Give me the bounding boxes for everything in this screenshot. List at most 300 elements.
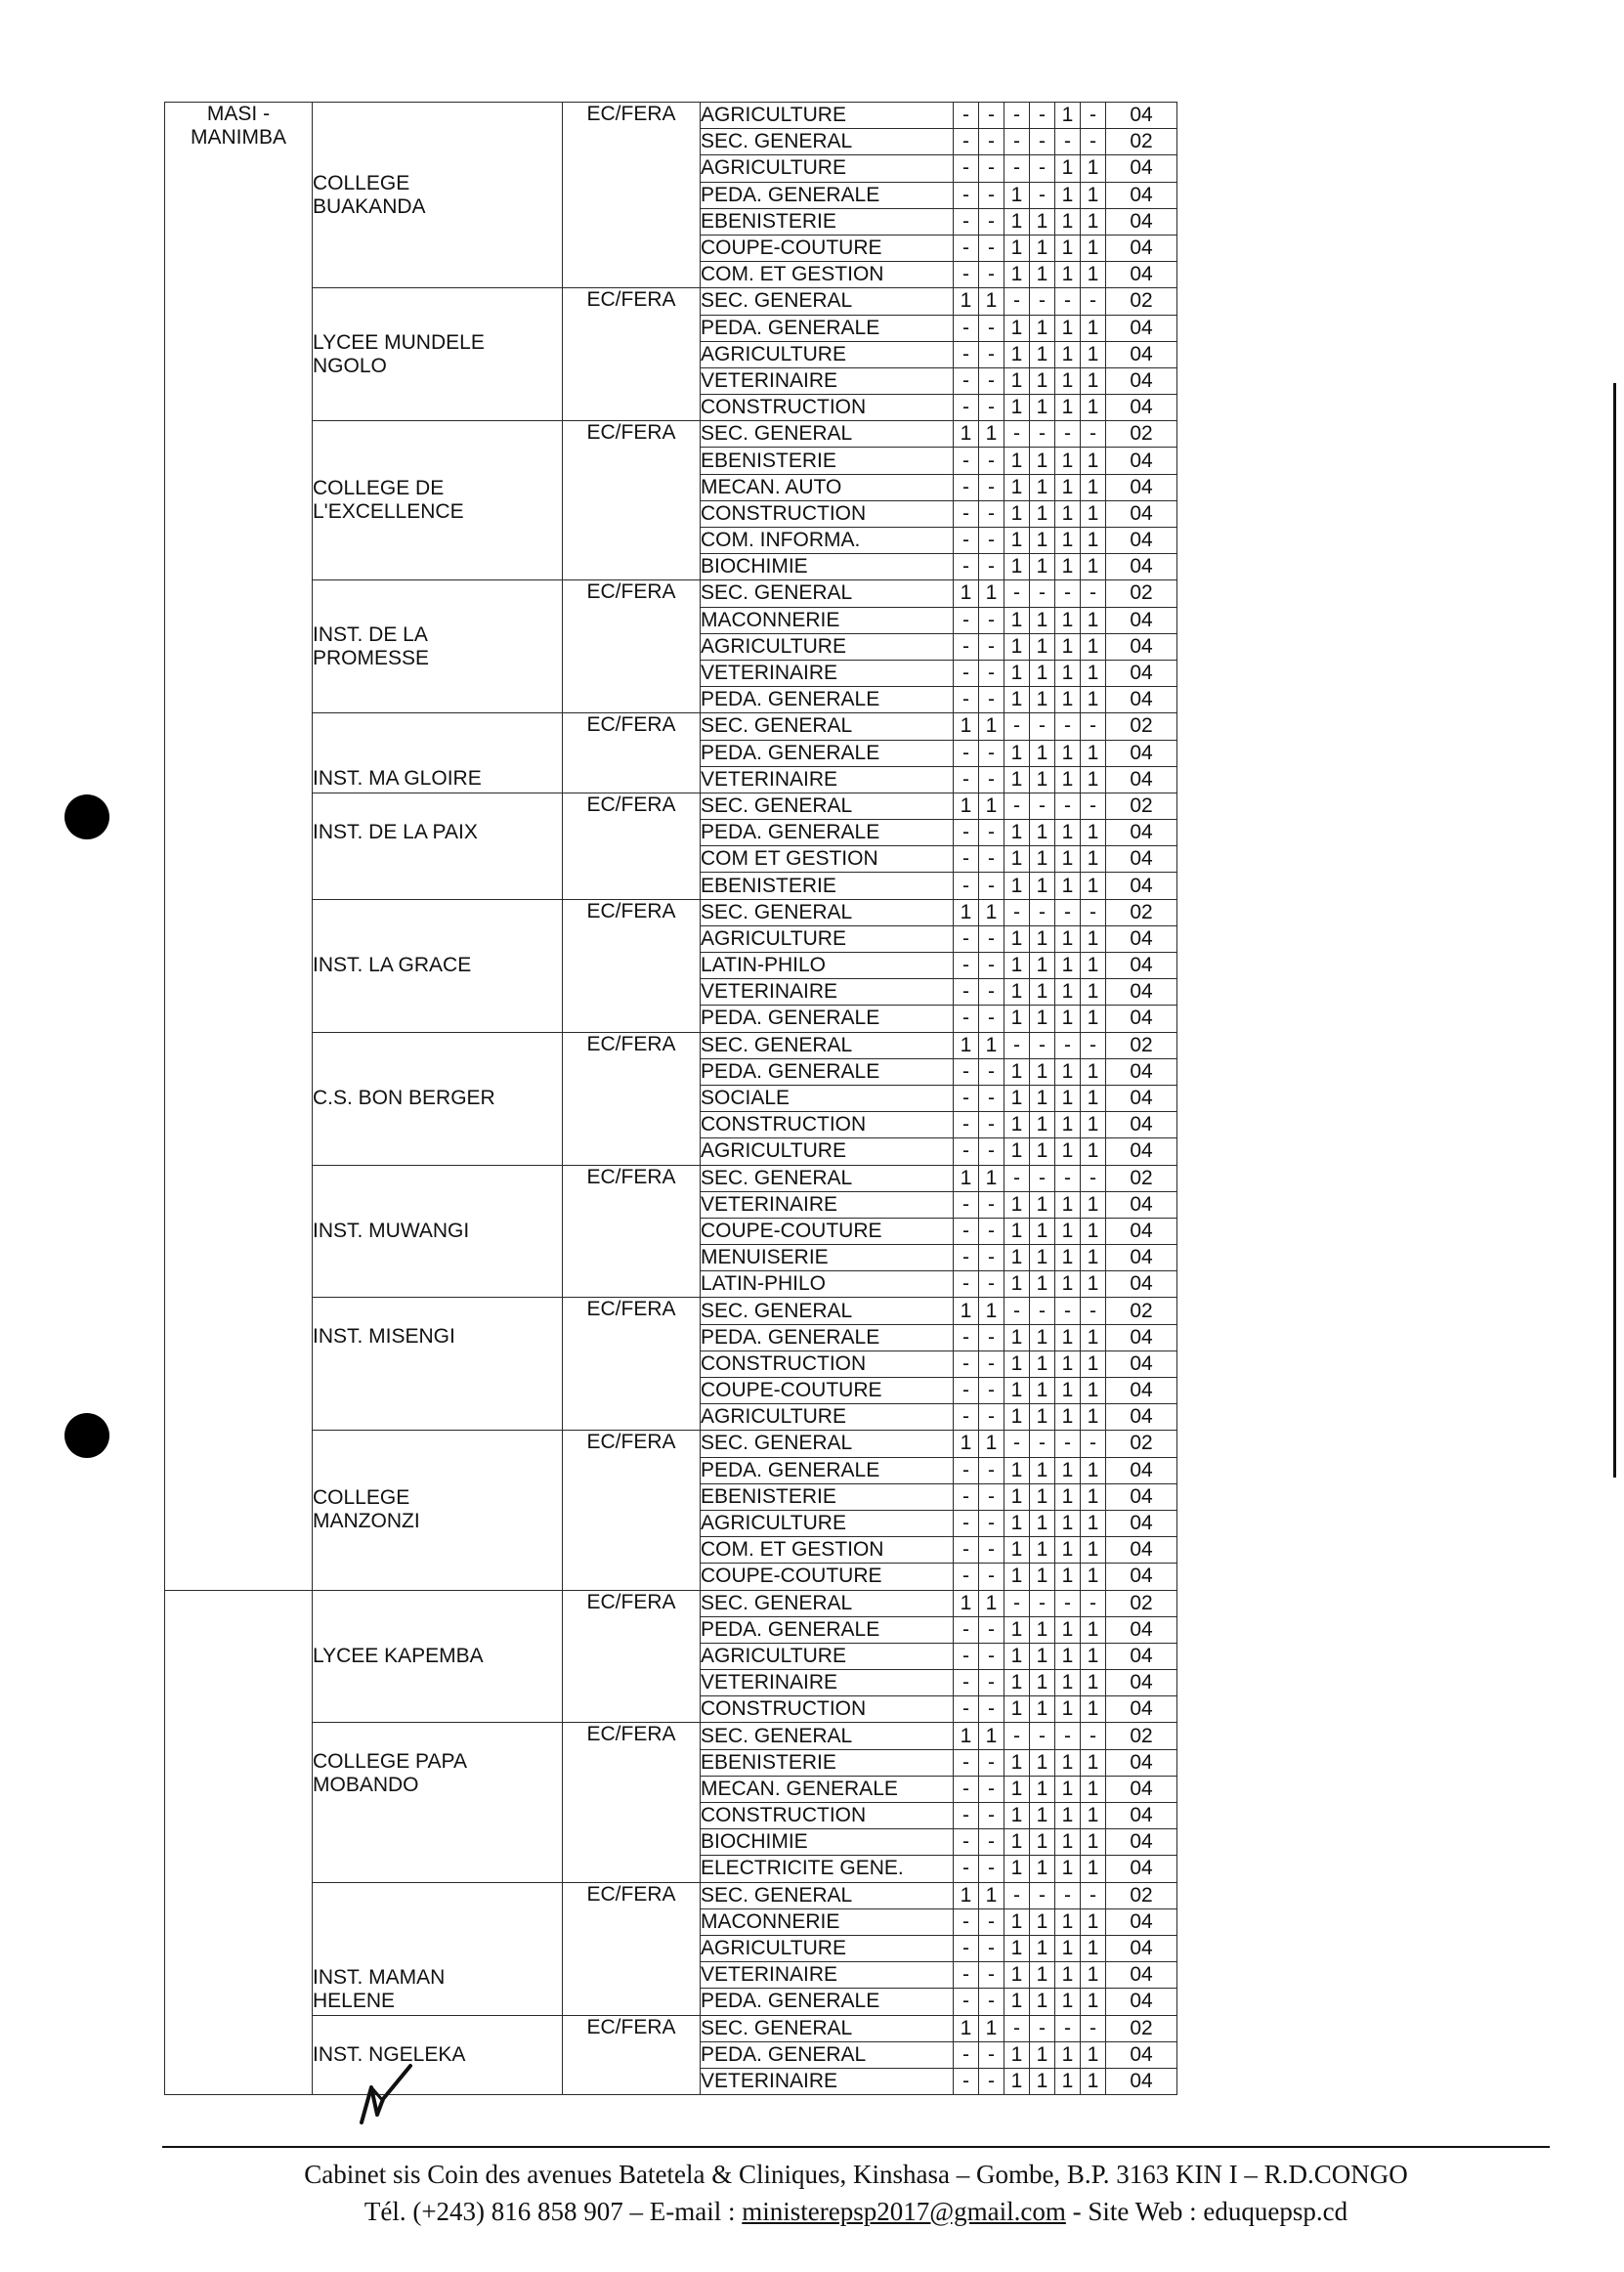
option-cell: SEC. GENERAL — [701, 580, 954, 607]
class-count-cell: 1 — [1004, 1483, 1030, 1510]
class-count-cell: 1 — [1055, 1989, 1081, 2015]
total-cell: 04 — [1106, 208, 1177, 235]
total-cell: 04 — [1106, 925, 1177, 952]
option-cell: VETERINAIRE — [701, 1962, 954, 1989]
class-count-cell: 1 — [1004, 500, 1030, 527]
footer-address: Cabinet sis Coin des avenues Batetela & Cliniques, Kinshasa – Gombe, B.P. 3163 KIN I – R.D.CONGO — [304, 2160, 1408, 2189]
class-count-cell: - — [954, 1696, 979, 1723]
option-cell: CONSTRUCTION — [701, 500, 954, 527]
class-count-cell: 1 — [1055, 1324, 1081, 1350]
class-count-cell: 1 — [1030, 1670, 1055, 1696]
class-count-cell: 1 — [979, 580, 1004, 607]
class-count-cell: - — [954, 846, 979, 873]
class-count-cell: 1 — [1081, 1643, 1106, 1669]
class-count-cell: - — [979, 953, 1004, 979]
class-count-cell: - — [979, 1138, 1004, 1165]
school-name-cell — [313, 1298, 563, 1431]
option-cell: AGRICULTURE — [701, 1404, 954, 1431]
class-count-cell: - — [954, 1616, 979, 1643]
class-count-cell: - — [1004, 155, 1030, 182]
class-count-cell: 1 — [1030, 1085, 1055, 1111]
class-count-cell: 1 — [1055, 528, 1081, 554]
table-row — [165, 421, 1177, 448]
total-cell: 04 — [1106, 182, 1177, 208]
class-count-cell: - — [1081, 1032, 1106, 1058]
school-name-line: COLLEGE DE — [313, 477, 445, 500]
class-count-cell: 1 — [1030, 1989, 1055, 2015]
class-count-cell: 1 — [1004, 262, 1030, 288]
class-count-cell: 1 — [1081, 474, 1106, 500]
option-cell: SEC. GENERAL — [701, 1723, 954, 1749]
class-count-cell: 1 — [1055, 262, 1081, 288]
class-count-cell: 1 — [1081, 1245, 1106, 1271]
option-cell: COUPE-COUTURE — [701, 1564, 954, 1590]
total-cell: 04 — [1106, 1776, 1177, 1802]
class-count-cell: - — [954, 262, 979, 288]
class-count-cell: 1 — [1055, 1218, 1081, 1244]
total-cell: 04 — [1106, 500, 1177, 527]
option-cell: BIOCHIMIE — [701, 554, 954, 580]
total-cell: 02 — [1106, 1723, 1177, 1749]
total-cell: 04 — [1106, 1908, 1177, 1935]
class-count-cell: 1 — [1030, 1191, 1055, 1218]
class-count-cell: 1 — [1081, 1006, 1106, 1032]
class-count-cell: 1 — [1004, 1643, 1030, 1669]
class-count-cell: 1 — [1081, 740, 1106, 766]
option-cell: MECAN. AUTO — [701, 474, 954, 500]
regime-cell: EC/FERA — [563, 1723, 701, 1882]
class-count-cell: 1 — [1004, 1829, 1030, 1856]
class-count-cell: 1 — [1030, 395, 1055, 421]
class-count-cell: - — [954, 1962, 979, 1989]
option-cell: AGRICULTURE — [701, 103, 954, 129]
class-count-cell: - — [954, 448, 979, 474]
option-cell: SEC. GENERAL — [701, 1165, 954, 1191]
class-count-cell: 1 — [1081, 395, 1106, 421]
signature-mark — [354, 2060, 432, 2128]
class-count-cell: - — [954, 607, 979, 633]
district-name-line: MANIMBA — [190, 126, 286, 149]
class-count-cell: 1 — [1055, 1749, 1081, 1776]
class-count-cell: 1 — [1055, 474, 1081, 500]
class-count-cell: 1 — [1004, 367, 1030, 394]
class-count-cell: 1 — [1030, 873, 1055, 899]
class-count-cell: - — [1030, 1165, 1055, 1191]
class-count-cell: - — [979, 1803, 1004, 1829]
scan-edge-line — [1613, 383, 1616, 1478]
class-count-cell: - — [979, 1696, 1004, 1723]
class-count-cell: 1 — [1081, 1776, 1106, 1802]
footer-email-link[interactable]: ministerepsp2017@gmail.com — [742, 2197, 1066, 2226]
school-name-line: MANZONZI — [313, 1510, 420, 1533]
class-count-cell: 1 — [1004, 1670, 1030, 1696]
class-count-cell: - — [954, 1829, 979, 1856]
class-count-cell: 1 — [1030, 1218, 1055, 1244]
class-count-cell: - — [1055, 899, 1081, 925]
option-cell: PEDA. GENERALE — [701, 1989, 954, 2015]
class-count-cell: 1 — [979, 793, 1004, 819]
class-count-cell: 1 — [1081, 1138, 1106, 1165]
total-cell: 04 — [1106, 315, 1177, 341]
class-count-cell: 1 — [1030, 1350, 1055, 1377]
class-count-cell: - — [954, 1112, 979, 1138]
school-name-line: COLLEGE — [313, 171, 410, 194]
table-row — [165, 1723, 1177, 1749]
class-count-cell: 1 — [1030, 846, 1055, 873]
class-count-cell: 1 — [1055, 1696, 1081, 1723]
total-cell: 02 — [1106, 713, 1177, 740]
table-row — [165, 1298, 1177, 1324]
regime-cell: EC/FERA — [563, 1298, 701, 1431]
class-count-cell: 1 — [1081, 1058, 1106, 1085]
class-count-cell: 1 — [979, 421, 1004, 448]
class-count-cell: 1 — [1081, 1989, 1106, 2015]
letterhead-footer — [162, 2156, 1550, 2230]
class-count-cell: - — [954, 979, 979, 1006]
class-count-cell: 1 — [1081, 1085, 1106, 1111]
class-count-cell: 1 — [1004, 766, 1030, 793]
class-count-cell: 1 — [1081, 925, 1106, 952]
class-count-cell: 1 — [1004, 341, 1030, 367]
class-count-cell: - — [1004, 129, 1030, 155]
class-count-cell: 1 — [1004, 1803, 1030, 1829]
class-count-cell: 1 — [1081, 979, 1106, 1006]
table-row — [165, 103, 1177, 129]
class-count-cell: - — [1030, 182, 1055, 208]
class-count-cell: 1 — [1081, 554, 1106, 580]
option-cell: PEDA. GENERALE — [701, 1457, 954, 1483]
total-cell: 04 — [1106, 740, 1177, 766]
class-count-cell: 1 — [1055, 315, 1081, 341]
class-count-cell: 1 — [1030, 1776, 1055, 1802]
option-cell: EBENISTERIE — [701, 1483, 954, 1510]
class-count-cell: 1 — [1055, 155, 1081, 182]
total-cell: 04 — [1106, 1670, 1177, 1696]
option-cell: COM. ET GESTION — [701, 262, 954, 288]
class-count-cell: 1 — [1055, 1245, 1081, 1271]
class-count-cell: 1 — [1081, 687, 1106, 713]
class-count-cell: - — [954, 341, 979, 367]
class-count-cell: 1 — [1004, 1749, 1030, 1776]
option-cell: EBENISTERIE — [701, 1749, 954, 1776]
total-cell: 04 — [1106, 1191, 1177, 1218]
class-count-cell: 1 — [1081, 1537, 1106, 1564]
class-count-cell: - — [1030, 155, 1055, 182]
class-count-cell: 1 — [1081, 1378, 1106, 1404]
class-count-cell: - — [979, 1510, 1004, 1536]
class-count-cell: - — [979, 1112, 1004, 1138]
class-count-cell: 1 — [1081, 500, 1106, 527]
class-count-cell: 1 — [1055, 660, 1081, 686]
total-cell: 04 — [1106, 633, 1177, 660]
total-cell: 04 — [1106, 766, 1177, 793]
total-cell: 04 — [1106, 103, 1177, 129]
class-count-cell: 1 — [1081, 1803, 1106, 1829]
class-count-cell: 1 — [1030, 208, 1055, 235]
class-count-cell: 1 — [1030, 341, 1055, 367]
total-cell: 04 — [1106, 1350, 1177, 1377]
class-count-cell: 1 — [1081, 2068, 1106, 2094]
total-cell: 04 — [1106, 660, 1177, 686]
total-cell: 04 — [1106, 554, 1177, 580]
total-cell: 04 — [1106, 1218, 1177, 1244]
class-count-cell: - — [954, 1856, 979, 1882]
class-count-cell: - — [979, 554, 1004, 580]
class-count-cell: - — [954, 1378, 979, 1404]
class-count-cell: 1 — [1030, 1537, 1055, 1564]
class-count-cell: - — [1004, 1298, 1030, 1324]
total-cell: 04 — [1106, 1271, 1177, 1298]
class-count-cell: - — [979, 766, 1004, 793]
class-count-cell: - — [979, 395, 1004, 421]
class-count-cell: - — [1030, 1431, 1055, 1457]
class-count-cell: 1 — [1030, 554, 1055, 580]
class-count-cell: - — [954, 1085, 979, 1111]
class-count-cell: 1 — [1030, 766, 1055, 793]
class-count-cell: - — [954, 1271, 979, 1298]
class-count-cell: 1 — [1055, 395, 1081, 421]
class-count-cell: 1 — [1030, 500, 1055, 527]
class-count-cell: - — [979, 341, 1004, 367]
class-count-cell: - — [954, 1245, 979, 1271]
table-row — [165, 1590, 1177, 1616]
class-count-cell: 1 — [1030, 1483, 1055, 1510]
option-cell: PEDA. GENERALE — [701, 1616, 954, 1643]
class-count-cell: 1 — [1055, 607, 1081, 633]
option-cell: EBENISTERIE — [701, 208, 954, 235]
class-count-cell: - — [979, 235, 1004, 261]
total-cell: 04 — [1106, 1696, 1177, 1723]
class-count-cell: - — [1004, 899, 1030, 925]
class-count-cell: 1 — [1004, 2068, 1030, 2094]
class-count-cell: 1 — [1004, 1112, 1030, 1138]
class-count-cell: 1 — [1004, 474, 1030, 500]
class-count-cell: 1 — [1030, 1138, 1055, 1165]
class-count-cell: - — [1004, 713, 1030, 740]
class-count-cell: - — [1081, 793, 1106, 819]
option-cell: LATIN-PHILO — [701, 1271, 954, 1298]
class-count-cell: - — [1081, 1298, 1106, 1324]
class-count-cell: - — [1055, 1298, 1081, 1324]
option-cell: COM ET GESTION — [701, 846, 954, 873]
option-cell: MACONNERIE — [701, 1908, 954, 1935]
class-count-cell: - — [979, 1324, 1004, 1350]
total-cell: 02 — [1106, 899, 1177, 925]
school-name-cell — [313, 103, 563, 288]
class-count-cell: 1 — [1030, 1378, 1055, 1404]
class-count-cell: 1 — [1055, 1776, 1081, 1802]
class-count-cell: 1 — [1030, 953, 1055, 979]
total-cell: 04 — [1106, 1245, 1177, 1271]
class-count-cell: - — [954, 1776, 979, 1802]
class-count-cell: 1 — [1004, 1138, 1030, 1165]
school-name-line: COLLEGE PAPA — [313, 1750, 467, 1774]
class-count-cell: 1 — [954, 1032, 979, 1058]
class-count-cell: 1 — [1081, 1616, 1106, 1643]
class-count-cell: 1 — [1030, 607, 1055, 633]
class-count-cell: - — [954, 2068, 979, 2094]
class-count-cell: 1 — [1081, 1935, 1106, 1961]
class-count-cell: - — [954, 1404, 979, 1431]
class-count-cell: 1 — [1081, 1457, 1106, 1483]
class-count-cell: - — [1055, 288, 1081, 315]
class-count-cell: - — [1004, 2015, 1030, 2041]
class-count-cell: - — [1081, 2015, 1106, 2041]
option-cell: VETERINAIRE — [701, 1191, 954, 1218]
total-cell: 04 — [1106, 1537, 1177, 1564]
school-name-line: INST. MISENGI — [313, 1325, 455, 1349]
class-count-cell: 1 — [1055, 1510, 1081, 1536]
school-name-cell — [313, 1723, 563, 1882]
class-count-cell: 1 — [954, 1298, 979, 1324]
class-count-cell: - — [1004, 288, 1030, 315]
class-count-cell: 1 — [1081, 953, 1106, 979]
class-count-cell: - — [1055, 1882, 1081, 1908]
class-count-cell: - — [979, 262, 1004, 288]
class-count-cell: 1 — [979, 713, 1004, 740]
class-count-cell: 1 — [1030, 1058, 1055, 1085]
option-cell: AGRICULTURE — [701, 1643, 954, 1669]
class-count-cell: 1 — [1055, 554, 1081, 580]
class-count-cell: 1 — [1055, 1856, 1081, 1882]
footer-contact — [162, 2193, 1550, 2230]
class-count-cell: 1 — [1030, 979, 1055, 1006]
class-count-cell: 1 — [979, 1032, 1004, 1058]
class-count-cell: 1 — [1030, 1271, 1055, 1298]
class-count-cell: 1 — [1030, 633, 1055, 660]
school-name-cell — [313, 421, 563, 580]
class-count-cell: 1 — [1055, 1350, 1081, 1377]
total-cell: 04 — [1106, 1006, 1177, 1032]
class-count-cell: 1 — [1004, 633, 1030, 660]
class-count-cell: - — [1004, 793, 1030, 819]
class-count-cell: - — [954, 1670, 979, 1696]
class-count-cell: 1 — [1081, 1962, 1106, 1989]
total-cell: 04 — [1106, 1457, 1177, 1483]
class-count-cell: 1 — [1004, 1324, 1030, 1350]
school-name-line: C.S. BON BERGER — [313, 1087, 495, 1110]
option-cell: AGRICULTURE — [701, 341, 954, 367]
total-cell: 02 — [1106, 793, 1177, 819]
school-name-line: INST. MA GLOIRE — [313, 766, 482, 790]
school-name-line: INST. DE LA PAIX — [313, 820, 478, 843]
option-cell: SEC. GENERAL — [701, 2015, 954, 2041]
class-count-cell: 1 — [1081, 1670, 1106, 1696]
class-count-cell: 1 — [1030, 1245, 1055, 1271]
class-count-cell: 1 — [954, 899, 979, 925]
class-count-cell: 1 — [1055, 953, 1081, 979]
option-cell: CONSTRUCTION — [701, 1112, 954, 1138]
class-count-cell: - — [1055, 1590, 1081, 1616]
total-cell: 04 — [1106, 1085, 1177, 1111]
class-count-cell: 1 — [1030, 235, 1055, 261]
class-count-cell: - — [1055, 1165, 1081, 1191]
footer-website: - Site Web : eduquepsp.cd — [1065, 2197, 1348, 2226]
class-count-cell: 1 — [1030, 1324, 1055, 1350]
class-count-cell: - — [979, 820, 1004, 846]
class-count-cell: 1 — [1055, 1829, 1081, 1856]
class-count-cell: 1 — [1081, 2041, 1106, 2068]
class-count-cell: 1 — [1030, 740, 1055, 766]
option-cell: EBENISTERIE — [701, 448, 954, 474]
total-cell: 04 — [1106, 2041, 1177, 2068]
class-count-cell: 1 — [1055, 1803, 1081, 1829]
regime-cell: EC/FERA — [563, 1431, 701, 1590]
class-count-cell: - — [954, 2041, 979, 2068]
class-count-cell: 1 — [1030, 315, 1055, 341]
total-cell: 02 — [1106, 1298, 1177, 1324]
class-count-cell: 1 — [1030, 1908, 1055, 1935]
class-count-cell: - — [1055, 2015, 1081, 2041]
class-count-cell: - — [1030, 288, 1055, 315]
class-count-cell: - — [954, 740, 979, 766]
table-body — [165, 103, 1177, 2095]
class-count-cell: 1 — [1004, 1510, 1030, 1536]
option-cell: PEDA. GENERALE — [701, 740, 954, 766]
class-count-cell: 1 — [1055, 979, 1081, 1006]
punch-hole — [64, 794, 109, 839]
class-count-cell: - — [1030, 129, 1055, 155]
class-count-cell: 1 — [1081, 1191, 1106, 1218]
total-cell: 04 — [1106, 1324, 1177, 1350]
class-count-cell: 1 — [1081, 1696, 1106, 1723]
total-cell: 04 — [1106, 979, 1177, 1006]
total-cell: 04 — [1106, 820, 1177, 846]
school-name-cell — [313, 288, 563, 421]
class-count-cell: - — [954, 873, 979, 899]
school-name-cell — [313, 1431, 563, 1590]
district-cell — [165, 103, 313, 1591]
school-name-line: INST. NGELEKA — [313, 2042, 466, 2066]
class-count-cell: 1 — [1004, 554, 1030, 580]
total-cell: 02 — [1106, 2015, 1177, 2041]
class-count-cell: 1 — [1055, 1935, 1081, 1961]
class-count-cell: 1 — [1081, 1350, 1106, 1377]
total-cell: 04 — [1106, 235, 1177, 261]
class-count-cell: - — [979, 1245, 1004, 1271]
class-count-cell: - — [979, 1457, 1004, 1483]
class-count-cell: 1 — [1055, 925, 1081, 952]
class-count-cell: 1 — [1004, 1404, 1030, 1431]
option-cell: SEC. GENERAL — [701, 421, 954, 448]
option-cell: CONSTRUCTION — [701, 1350, 954, 1377]
class-count-cell: 1 — [1004, 1989, 1030, 2015]
class-count-cell: 1 — [1081, 448, 1106, 474]
class-count-cell: - — [979, 1564, 1004, 1590]
option-cell: VETERINAIRE — [701, 660, 954, 686]
total-cell: 04 — [1106, 474, 1177, 500]
regime-cell: EC/FERA — [563, 793, 701, 899]
option-cell: SEC. GENERAL — [701, 899, 954, 925]
school-name-line: LYCEE MUNDELE — [313, 330, 485, 354]
class-count-cell: 1 — [1055, 766, 1081, 793]
class-count-cell: - — [954, 766, 979, 793]
class-count-cell: 1 — [1055, 1537, 1081, 1564]
class-count-cell: - — [1055, 129, 1081, 155]
class-count-cell: 1 — [1081, 528, 1106, 554]
class-count-cell: 1 — [979, 1298, 1004, 1324]
option-cell: COUPE-COUTURE — [701, 1218, 954, 1244]
total-cell: 02 — [1106, 1431, 1177, 1457]
table-row — [165, 713, 1177, 740]
class-count-cell: 1 — [1030, 1803, 1055, 1829]
class-count-cell: - — [979, 1271, 1004, 1298]
total-cell: 04 — [1106, 1483, 1177, 1510]
class-count-cell: 1 — [1081, 1856, 1106, 1882]
class-count-cell: 1 — [1055, 1616, 1081, 1643]
school-name-cell — [313, 713, 563, 793]
total-cell: 02 — [1106, 580, 1177, 607]
